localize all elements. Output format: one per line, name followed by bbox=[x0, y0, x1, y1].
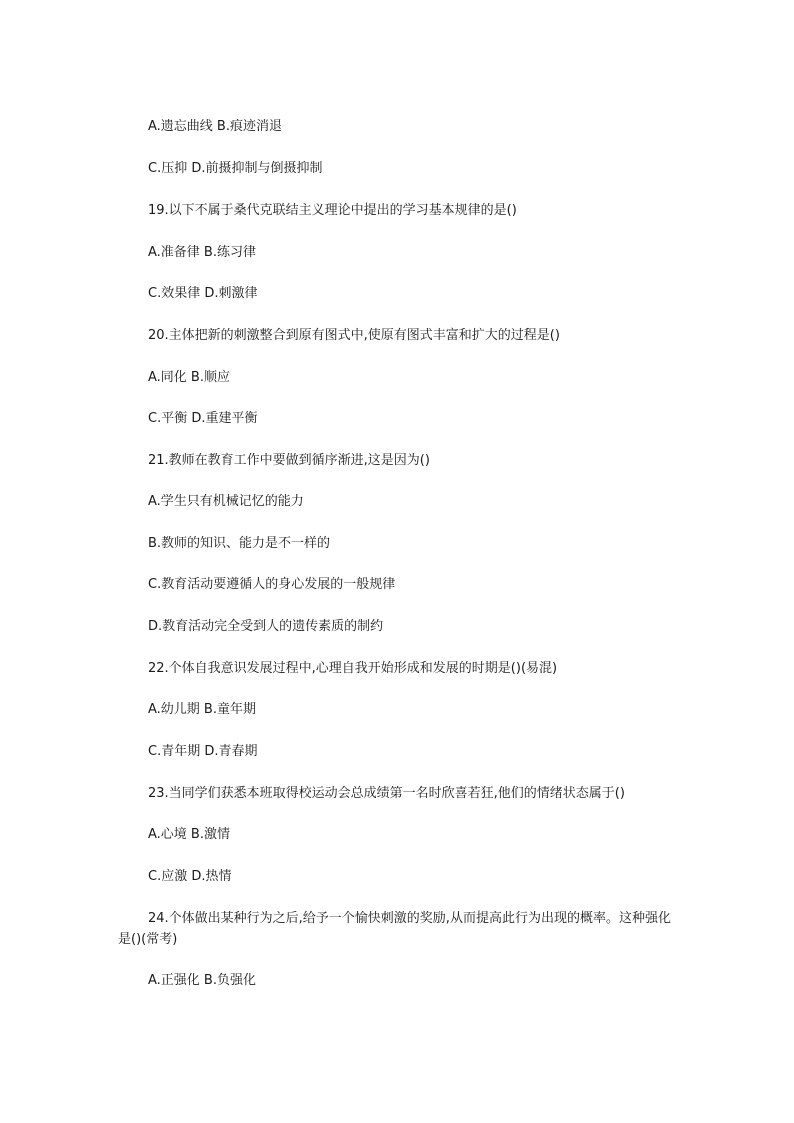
option-line: A.遗忘曲线 B.痕迹消退 bbox=[148, 119, 282, 134]
option-line: C.压抑 D.前摄抑制与倒摄抑制 bbox=[148, 161, 323, 176]
option-line: C.教育活动要遵循人的身心发展的一般规律 bbox=[148, 577, 396, 592]
question-24: 24.个体做出某种行为之后,给予一个愉快刺激的奖励,从而提高此行为出现的概率。这种强化是()(常考) bbox=[118, 911, 671, 947]
option-line: C.青年期 D.青春期 bbox=[148, 744, 258, 759]
option-line: A.学生只有机械记忆的能力 bbox=[148, 494, 304, 509]
option-line: A.心境 B.激情 bbox=[148, 827, 230, 842]
option-line: B.教师的知识、能力是不一样的 bbox=[148, 536, 331, 551]
option-line: A.准备律 B.练习律 bbox=[148, 245, 256, 260]
option-line: A.正强化 B.负强化 bbox=[148, 973, 256, 988]
option-line: C.平衡 D.重建平衡 bbox=[148, 411, 258, 426]
option-line: C.应激 D.热情 bbox=[148, 869, 232, 884]
question-21: 21.教师在教育工作中要做到循序渐进,这是因为() bbox=[148, 453, 430, 468]
question-19: 19.以下不属于桑代克联结主义理论中提出的学习基本规律的是() bbox=[148, 203, 517, 218]
question-20: 20.主体把新的刺激整合到原有图式中,使原有图式丰富和扩大的过程是() bbox=[148, 328, 560, 343]
option-line: C.效果律 D.刺激律 bbox=[148, 286, 258, 301]
option-line: D.教育活动完全受到人的遗传素质的制约 bbox=[148, 619, 384, 634]
option-line: A.幼儿期 B.童年期 bbox=[148, 702, 256, 717]
question-22: 22.个体自我意识发展过程中,心理自我开始形成和发展的时期是()(易混) bbox=[148, 661, 558, 676]
question-23: 23.当同学们获悉本班取得校运动会总成绩第一名时欣喜若狂,他们的情绪状态属于() bbox=[148, 786, 625, 801]
option-line: A.同化 B.顺应 bbox=[148, 370, 230, 385]
